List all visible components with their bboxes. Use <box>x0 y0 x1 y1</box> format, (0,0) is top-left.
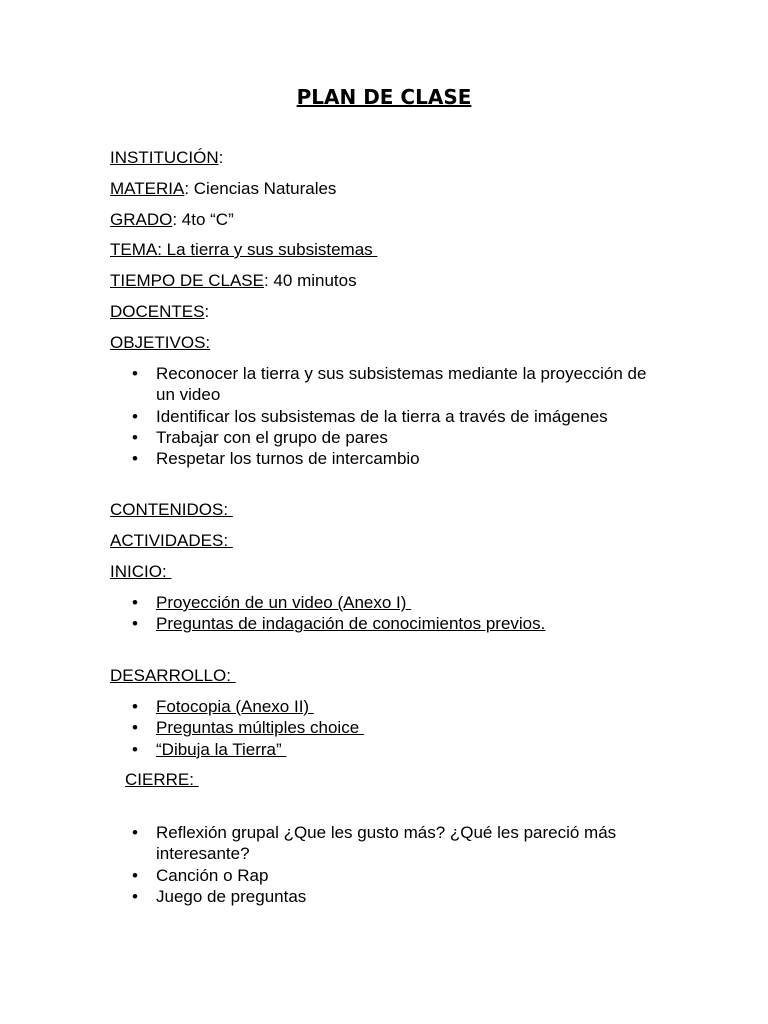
list-item: • Juego de preguntas <box>110 886 670 907</box>
contenidos-heading: CONTENIDOS: <box>110 500 233 519</box>
list-item-text: Preguntas múltiples choice <box>156 718 364 738</box>
field-value: : 4to “C” <box>172 210 234 229</box>
list-item <box>110 739 670 760</box>
field-institucion <box>110 147 223 169</box>
document-title: PLAN DE CLASE <box>296 85 472 109</box>
list-item <box>110 613 670 634</box>
list-item: • Respetar los turnos de intercambio <box>110 448 670 469</box>
field-label: GRADO <box>110 210 173 229</box>
field-tiempo <box>110 270 357 292</box>
field-label: MATERIA <box>110 179 185 198</box>
list-item-text: Fotocopia (Anexo II) <box>156 697 314 716</box>
cierre-heading: CIERRE: <box>125 770 199 789</box>
list-item <box>110 717 670 738</box>
objetivos-heading: OBJETIVOS: <box>110 333 211 352</box>
field-docentes <box>110 301 209 323</box>
desarrollo-list <box>110 696 670 760</box>
field-label: INSTITUCIÓN <box>110 148 219 167</box>
field-value: : <box>218 148 224 167</box>
list-item: • Trabajar con el grupo de pares <box>110 427 670 448</box>
cierre-list <box>110 822 670 907</box>
list-item: • Reflexión grupal ¿Que les gusto más? ¿Qué les pareció más interesante? <box>110 822 670 865</box>
list-item-text: Preguntas de indagación de conocimientos previos. <box>156 614 546 634</box>
inicio-list <box>110 592 670 635</box>
list-item <box>110 592 670 613</box>
inicio-heading: INICIO: <box>110 562 172 581</box>
objetivos-list <box>110 363 670 469</box>
actividades-heading: ACTIVIDADES: <box>110 531 233 550</box>
list-item <box>110 696 670 717</box>
list-item: • Canción o Rap <box>110 865 670 886</box>
list-item: • Identificar los subsistemas de la tierra a través de imágenes <box>110 406 670 427</box>
field-label: TEMA <box>110 240 158 259</box>
field-value: : 40 minutos <box>263 271 357 290</box>
field-tema <box>110 239 377 261</box>
list-item-text: “Dibuja la Tierra” <box>156 739 287 759</box>
field-label: TIEMPO DE CLASE <box>110 271 264 290</box>
field-label: DOCENTES <box>110 302 205 321</box>
field-grado <box>110 209 234 231</box>
list-item-text: Proyección de un video (Anexo I) <box>156 593 412 612</box>
field-materia <box>110 178 336 200</box>
field-value: : La tierra y sus subsistemas <box>157 240 378 259</box>
desarrollo-heading: DESARROLLO: <box>110 666 236 685</box>
field-value: : <box>204 302 210 321</box>
list-item: • Reconocer la tierra y sus subsistemas mediante la proyección de un video <box>110 363 670 406</box>
field-value: : Ciencias Naturales <box>184 179 337 198</box>
